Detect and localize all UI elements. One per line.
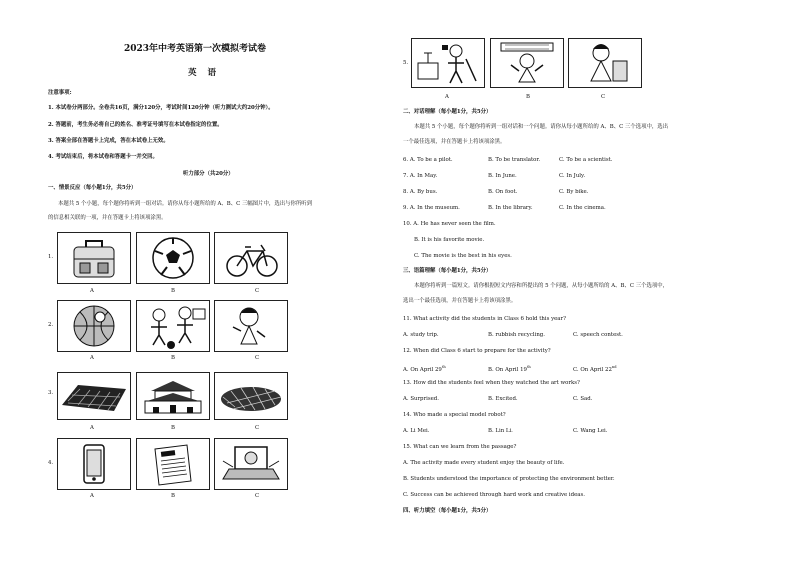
listening-heading: 听力部分（共20分） [183, 171, 234, 177]
football-icon [137, 233, 209, 283]
subject-title: 英 语 [188, 68, 220, 78]
q10-option-a: 10. A. He has never seen the film. [403, 221, 496, 227]
q12-option-c [573, 364, 617, 374]
choice-label: A [90, 288, 94, 294]
section3-intro-line2: 选出一个最佳选项，并在答题卡上将该项涂黑。 [403, 298, 517, 304]
section1-heading: 一、情景反应（每小题1分，共5分） [48, 185, 137, 191]
bicycle-icon [215, 233, 287, 283]
picture-tiananmen [136, 372, 210, 420]
choice-label: C [601, 94, 606, 100]
picture-phone [57, 438, 131, 490]
water-cube-icon [58, 373, 130, 419]
ordinal-suffix: th [526, 365, 531, 369]
q13-option-c: C. Sad. [573, 396, 593, 402]
notice-4: 4. 考试结束后，将本试卷和答题卡一并交回。 [48, 154, 158, 160]
notice-2: 2. 答题前，考生务必将自己的姓名、准考证号填写在本试卷指定的位置。 [48, 122, 223, 128]
question-number: 3. [48, 390, 54, 396]
q15-stem: 15. What can we learn from the passage? [403, 444, 517, 450]
picture-birds-nest [214, 372, 288, 420]
q11-option-c: C. speech contest. [573, 332, 623, 338]
q13-option-b: B. Excited. [488, 396, 518, 402]
picture-laptop [214, 438, 288, 490]
section1-intro-line2: 的信息相关联的一项，并在答题卡上将该项涂黑。 [48, 215, 167, 221]
phone-icon [58, 439, 130, 489]
q10-option-b: B. It is his favorite movie. [414, 237, 485, 243]
picture-basketball-player [57, 300, 131, 352]
choice-label: A [445, 94, 449, 100]
q14-stem: 14. Who made a special model robot? [403, 412, 506, 418]
choice-label: A [90, 493, 94, 499]
choice-label: C [255, 493, 260, 499]
q12-option-a [403, 364, 446, 374]
q14-option-b: B. Lin Li. [488, 428, 513, 434]
q13-option-a: A. Surprised. [403, 396, 439, 402]
q15-option-c: C. Success can be achieved through hard work and creative ideas. [403, 492, 585, 498]
picture-kids-playing [136, 300, 210, 352]
picture-cleaning [411, 38, 485, 88]
picture-newspaper [136, 438, 210, 490]
q13-stem: 13. How did the students feel when they watched the art works? [403, 380, 580, 386]
choice-label: B [171, 288, 175, 294]
question-number: 5. [403, 60, 409, 66]
choice-label: B [171, 355, 175, 361]
question-number: 2. [48, 322, 54, 328]
notice-1: 1. 本试卷分两部分。全卷共16页，满分120分，考试时间120分钟（听力测试大约20分钟）。 [48, 105, 274, 111]
q12-option-b [488, 364, 531, 374]
section3-heading: 三、语篇理解（每小题1分，共5分） [403, 268, 492, 274]
q12-stem: 12. When did Class 6 start to prepare for the activity? [403, 348, 551, 354]
q6-option-a: 6. A. To be a pilot. [403, 157, 453, 163]
girl-icon [491, 39, 563, 87]
picture-girl-thinking [214, 300, 288, 352]
notice-heading: 注意事项: [48, 90, 72, 96]
choice-label: C [255, 288, 260, 294]
section2-intro-line2: 一个最佳选项，并在答题卡上将该项涂黑。 [403, 139, 506, 145]
choice-label: C [255, 355, 260, 361]
laptop-icon [215, 439, 287, 489]
q9-option-a: 9. A. In the museum. [403, 205, 460, 211]
picture-girl-banner [490, 38, 564, 88]
question-number: 4. [48, 460, 54, 466]
children-icon [137, 301, 209, 351]
section4-heading: 四、听力填空（每小题1分，共5分） [403, 508, 492, 514]
q12-option-b-text: B. On April 19 [488, 366, 527, 373]
q7-option-a: 7. A. In May. [403, 173, 438, 179]
choice-label: B [526, 94, 530, 100]
q9-option-b: B. In the library. [488, 205, 533, 211]
q9-option-c: C. In the cinema. [559, 205, 606, 211]
q15-option-a: A. The activity made every student enjoy the beauty of life. [403, 460, 565, 466]
girl-icon [215, 301, 287, 351]
q11-stem: 11. What activity did the students in Class 6 hold this year? [403, 316, 566, 322]
newspaper-icon [137, 439, 209, 489]
cleaning-icon [412, 39, 484, 87]
choice-label: A [90, 355, 94, 361]
q7-option-b: B. In June. [488, 173, 517, 179]
q8-option-a: 8. A. By bus. [403, 189, 438, 195]
section1-intro-line1: 本题共 5 个小题，每个题你将听到一组对话。请你从每小题所给的 A、B、C 三幅图片中，选出与你所听到 [58, 201, 313, 207]
choice-label: B [171, 493, 175, 499]
ordinal-suffix: th [441, 365, 446, 369]
q14-option-c: C. Wang Lei. [573, 428, 608, 434]
q11-option-b: B. rubbish recycling. [488, 332, 545, 338]
basketball-icon [58, 301, 130, 351]
birds-nest-icon [215, 373, 287, 419]
bag-icon [58, 233, 130, 283]
q8-option-c: C. By bike. [559, 189, 589, 195]
q10-option-c: C. The movie is the best in his eyes. [414, 253, 512, 259]
reading-icon [569, 39, 641, 87]
question-number: 1. [48, 254, 54, 260]
section2-intro-line1: 本题共 5 个小题，每个题你将听到一组对话和一个问题。请你从每小题所给的 A、B、C 三个选项中，选出 [414, 124, 669, 130]
q12-option-a-text: A. On April 29 [403, 366, 442, 373]
q7-option-c: C. In July. [559, 173, 586, 179]
picture-football [136, 232, 210, 284]
tiananmen-icon [137, 373, 209, 419]
picture-girl-reading [568, 38, 642, 88]
q6-option-c: C. To be a scientist. [559, 157, 613, 163]
exam-title: 2023年中考英语第一次模拟考试卷 [124, 44, 267, 54]
q11-option-a: A. study trip. [403, 332, 439, 338]
choice-label: B [171, 425, 175, 431]
q8-option-b: B. On foot. [488, 189, 518, 195]
ordinal-suffix: nd [611, 365, 617, 369]
choice-label: A [90, 425, 94, 431]
notice-3: 3. 答案全部在答题卡上完成，答在本试卷上无效。 [48, 138, 169, 144]
picture-water-cube [57, 372, 131, 420]
q6-option-b: B. To be translator. [488, 157, 541, 163]
q14-option-a: A. Li Mei. [403, 428, 430, 434]
section2-heading: 二、对话理解（每小题1分，共5分） [403, 109, 492, 115]
choice-label: C [255, 425, 260, 431]
section3-intro-line1: 本题你将听到一篇短文。请你根据短文内容和所提出的 5 个问题，从每小题所给的 A、B、C 三个选项中， [414, 283, 669, 289]
picture-bag [57, 232, 131, 284]
picture-bicycle [214, 232, 288, 284]
q12-option-c-text: C. On April 22 [573, 366, 612, 373]
q15-option-b: B. Students understood the importance of protecting the environment better. [403, 476, 615, 482]
